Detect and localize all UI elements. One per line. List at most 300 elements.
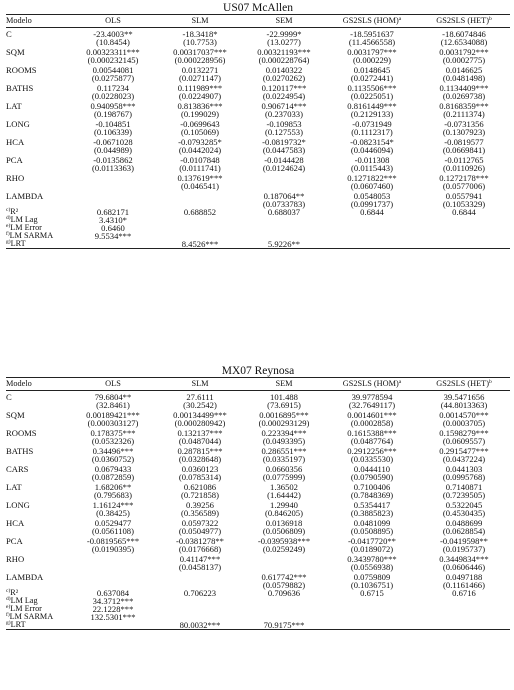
coefficient-cell: 0.00189421*** [86,410,140,420]
std-error-row [6,164,510,172]
coefficient-cell: 0.7100406 [353,482,391,492]
coefficient-cell: 1.36502 [270,482,298,492]
statistic-cell [158,216,242,224]
coefficient-cell: 39.5471656 [443,392,485,402]
statistic-cell [158,597,242,605]
statistic-note: d) [6,596,11,602]
coefficient-cell [158,571,242,581]
variable-name: ROOMS [6,428,37,438]
std-error-cell: (0.846205) [265,508,303,518]
std-error-cell: (0.0504977) [178,526,222,536]
std-error-cell: (0.0790590) [350,472,394,482]
coefficient-cell: 0.0360123 [181,464,219,474]
coefficient-cell: -0.0731949 [352,119,392,129]
coefficient-cell: -0.0699643 [180,119,220,129]
statistic-cell [418,232,510,240]
coefficient-row [6,517,510,527]
std-error-spacer [6,401,68,409]
coefficient-row [6,427,510,437]
coefficient-cell [158,190,242,200]
std-error-row [6,545,510,553]
std-error-cell: (0.0487044) [178,436,222,446]
column-header-label: OLS [105,379,121,388]
std-error-cell: (13.0277) [267,37,301,47]
statistic-cell: 0.6716 [452,588,476,598]
std-error-cell: (0.2111374) [443,109,485,119]
std-error-cell: (0.0446094) [350,145,394,155]
reynosa-panel [6,365,510,630]
coefficient-cell: -0.0135862 [93,155,133,165]
statistic-row [6,613,510,621]
coefficient-cell: 0.0660356 [265,464,303,474]
coefficient-cell: -0.0793285* [178,137,222,147]
std-error-cell: (0.0124624) [262,163,306,173]
std-error-cell: (0.0002775) [442,55,486,65]
column-header-label: SLM [191,379,209,388]
coefficient-cell: -0.109853 [266,119,302,129]
variable-name: CARS [6,464,29,474]
std-error-cell: (0.0195737) [442,544,486,554]
std-error-cell: (0.0872859) [91,472,135,482]
statistic-cell [418,240,510,249]
std-error-cell: (30.2542) [183,400,217,410]
std-error-spacer [6,473,68,481]
std-error-cell: (0.0189072) [350,544,394,554]
coefficient-cell: 0.00134499*** [173,410,227,420]
std-error-cell: (0.795683) [94,490,132,500]
column-header [418,15,510,28]
std-error-cell: (0.0447583) [262,145,306,155]
std-error-spacer [6,92,68,100]
coefficient-cell: 0.0014601*** [347,410,397,420]
column-header [242,15,326,28]
coefficient-row [6,46,510,56]
std-error-cell: (0.0577006) [442,181,486,191]
variable-name: LONG [6,500,30,510]
std-error-spacer [6,74,68,82]
header-row [6,378,510,391]
coefficient-row [6,553,510,563]
std-error-cell: (0.000303127) [87,418,139,428]
coefficient-cell: 0.0548053 [353,191,391,201]
std-error-spacer [6,182,68,190]
coefficient-cell: 0.287815*** [177,446,223,456]
std-error-cell: (0.0224907) [178,91,222,101]
std-error-cell: (0.0458137) [178,562,222,572]
statistic-cell [242,605,326,613]
std-error-cell: (73.6915) [267,400,301,410]
coefficient-cell: 0.137619*** [177,173,223,183]
std-error-row [6,56,510,64]
coefficient-cell: -0.104851 [95,119,131,129]
std-error-row [6,401,510,409]
coefficient-row [6,481,510,491]
std-error-spacer [6,38,68,46]
variable-name: LAMBDA [6,572,44,582]
column-header [242,378,326,391]
statistic-cell: 0.6715 [360,588,384,598]
statistic-cell: 5.9226** [242,240,326,249]
column-header-label: SEM [275,379,293,388]
coefficient-cell: -0.0107848 [180,155,220,165]
std-error-cell: (0.7239505) [442,490,486,500]
std-error-cell: (0.1112317) [351,127,393,137]
coefficient-cell: 0.0444110 [353,464,391,474]
std-error-cell: (0.0259249) [262,544,306,554]
coefficient-cell: 0.0132271 [181,65,219,75]
statistic-cell: 80.0032*** [158,621,242,630]
coefficient-cell: 0.5354417 [353,500,391,510]
coefficient-cell: 0.3439780*** [347,554,397,564]
std-error-row [6,563,510,571]
statistic-note: c) [6,207,11,213]
std-error-cell: (0.0733783) [262,199,306,209]
std-error-cell: (10.8454) [96,37,130,47]
coefficient-cell: 0.1135506*** [347,83,397,93]
std-error-cell: (0.38425) [96,508,130,518]
std-error-row [6,437,510,445]
std-error-cell [68,182,158,190]
coefficient-row [6,64,510,74]
column-header-label: SLM [191,16,209,25]
std-error-row [6,455,510,463]
std-error-spacer [6,110,68,118]
std-error-row [6,38,510,46]
std-error-cell: (0.3885823) [350,508,394,518]
std-error-cell: (0.0224954) [262,91,306,101]
statistic-row [6,232,510,240]
coefficient-cell: 0.940958*** [90,101,136,111]
std-error-cell: (0.0228023) [91,91,135,101]
std-error-cell: (32.7649117) [348,400,396,410]
statistic-cell [418,216,510,224]
std-error-spacer [6,563,68,571]
std-error-cell: (0.1036751) [350,580,394,590]
coefficient-cell: -18.5951637 [350,29,394,39]
variable-name: LAMBDA [6,191,44,201]
statistic-cell [326,232,418,240]
statistic-cell [418,613,510,621]
statistic-row [6,597,510,605]
statistic-label: LM SARMA [9,612,54,621]
coefficient-cell: -0.0819577 [444,137,484,147]
coefficient-row [6,391,510,402]
coefficient-cell [68,190,158,200]
coefficient-cell: -23.4003** [93,29,133,39]
coefficient-row [6,154,510,164]
statistic-label: R² [10,207,19,216]
std-error-cell: (0.0328648) [178,454,222,464]
coefficient-cell: -0.0731356 [444,119,484,129]
std-error-cell: (0.0775999) [262,472,306,482]
statistic-row [6,605,510,613]
std-error-cell [68,563,158,571]
coefficient-cell: 0.0031792*** [439,47,489,57]
variable-name: LONG [6,119,30,129]
variable-name: PCA [6,155,23,165]
coefficient-row [6,100,510,110]
coefficient-cell: -0.0823154* [350,137,394,147]
coefficient-cell: -0.0417720** [348,536,396,546]
statistic-cell: 22.1228*** [92,604,134,614]
coefficient-cell: 0.813836*** [177,101,223,111]
column-header [158,15,242,28]
std-error-cell: (32.8461) [96,400,130,410]
coefficient-cell: -18.6074846 [442,29,486,39]
coefficient-cell: 1.16124*** [92,500,134,510]
coefficient-cell: -0.0381278** [176,536,224,546]
statistic-cell: 0.6844 [360,207,384,217]
variable-name: SQM [6,410,25,420]
statistic-name [6,240,68,249]
std-error-cell: (0.0442024) [178,145,222,155]
coefficient-cell: 0.617742*** [261,572,307,582]
statistic-label: LRT [10,239,26,248]
statistic-note: f) [6,231,10,237]
statistic-cell: 0.637084 [96,588,130,598]
std-error-cell: (0.000280942) [174,418,226,428]
coefficient-cell: 0.0016895*** [259,410,309,420]
coefficient-cell: 0.117234 [97,83,129,93]
column-header-label: GS2SLS (HOM) [342,16,399,25]
variable-name: C [6,392,12,402]
statistic-cell [326,240,418,249]
std-error-cell: (0.000232145) [87,55,139,65]
std-error-cell: (0.1053329) [442,199,486,209]
coefficient-cell: 0.5322045 [445,500,483,510]
coefficient-cell: 0.0148645 [353,65,391,75]
std-error-spacer [6,527,68,535]
coefficient-cell: 0.8161449*** [347,101,397,111]
std-error-cell: (0.0995768) [442,472,486,482]
std-error-cell: (0.0002858) [350,418,394,428]
std-error-row [6,128,510,136]
std-error-cell: (0.0335530) [350,454,394,464]
statistic-cell [326,613,418,621]
coefficient-cell: 0.0481099 [353,518,391,528]
statistic-cell [326,224,418,232]
coefficient-cell: 0.120117*** [261,83,307,93]
coefficient-cell [68,553,158,563]
statistic-cell: 0.688852 [183,207,217,217]
statistic-row [6,216,510,224]
std-error-spacer [6,437,68,445]
coefficient-row [6,445,510,455]
column-header [158,378,242,391]
std-error-cell: (0.237033) [265,109,303,119]
std-error-cell: (0.0003705) [442,418,486,428]
coefficient-cell: 0.39256 [186,500,214,510]
std-error-cell: (0.046541) [181,181,219,191]
coefficient-cell: 0.0031797*** [347,47,397,57]
coefficient-cell: 0.41147*** [179,554,221,564]
coefficient-row [6,463,510,473]
std-error-spacer [6,164,68,172]
std-error-cell: (0.0111741) [179,163,221,173]
coefficient-cell: -18.3418* [182,29,218,39]
std-error-row [6,581,510,589]
coefficient-cell [68,172,158,182]
regression-table-mcallen [6,14,510,249]
std-error-cell: (0.0272441) [350,73,394,83]
std-error-cell: (0.0493395) [262,436,306,446]
coefficient-cell: 0.0136918 [265,518,303,528]
std-error-cell: (44.8013363) [440,400,488,410]
statistic-note: g) [6,620,11,626]
std-error-cell: (0.198767) [94,109,132,119]
coefficient-cell: 0.0759809 [353,572,391,582]
coefficient-cell: 0.2912256*** [347,446,397,456]
statistic-cell [242,224,326,232]
std-error-cell: (0.0275877) [91,73,135,83]
statistic-note: d) [6,215,11,221]
coefficient-row [6,28,510,39]
statistic-label: LM Error [10,223,42,232]
coefficient-cell: 1.29940 [270,500,298,510]
coefficient-cell: 0.111989*** [177,83,223,93]
std-error-spacer [6,455,68,463]
statistic-cell: 3.4310* [99,215,127,225]
statistic-label: LM Lag [10,596,38,605]
coefficient-row [6,571,510,581]
column-header-label: GS2SLS (HOM) [342,379,399,388]
variable-name: RHO [6,173,25,183]
std-error-cell: (0.1307923) [442,127,486,137]
coefficient-cell: -22.9999* [266,29,302,39]
coefficient-cell: 0.00323311*** [86,47,140,57]
std-error-cell: (0.0785314) [178,472,222,482]
std-error-cell: (0.4530435) [442,508,486,518]
statistic-note: c) [6,588,11,594]
std-error-cell: (0.721858) [181,490,219,500]
column-header [6,15,68,28]
coefficient-cell: 0.906714*** [261,101,307,111]
coefficient-cell: 0.1598279*** [439,428,489,438]
std-error-row [6,146,510,154]
std-error-cell: (0.0176668) [178,544,222,554]
coefficient-cell [242,172,326,182]
column-header-note: a [398,379,402,385]
coefficient-cell: 27.6111 [186,392,214,402]
column-header [68,15,158,28]
statistic-cell [326,216,418,224]
coefficient-cell: 0.187064** [263,191,305,201]
coefficient-cell: 0.00317037*** [173,47,227,57]
std-error-row [6,92,510,100]
coefficient-cell: 0.178375*** [90,428,136,438]
column-header [326,378,418,391]
std-error-cell: (0.0110926) [443,163,485,173]
statistic-cell [68,621,158,630]
coefficient-cell: -0.011308 [354,155,390,165]
variable-name: ROOMS [6,65,37,75]
std-error-cell: (0.000228956) [174,55,226,65]
coefficient-cell: 0.0557941 [445,191,483,201]
coefficient-row [6,136,510,146]
coefficient-cell: -0.0419598** [440,536,488,546]
mcallen-panel [6,2,510,249]
column-header [68,378,158,391]
statistic-cell [158,605,242,613]
statistic-cell: 70.9175*** [242,621,326,630]
statistic-cell: 34.3712*** [92,596,134,606]
column-header-label: GS2SLS (HET) [436,379,490,388]
coefficient-cell: -0.0819732* [262,137,306,147]
coefficient-cell: 0.0529477 [94,518,132,528]
variable-name: HCA [6,137,25,147]
coefficient-cell: 0.0497188 [445,572,483,582]
coefficient-cell: 0.34496*** [92,446,134,456]
std-error-cell: (0.0561108) [92,526,134,536]
coefficient-row [6,118,510,128]
variable-name: PCA [6,536,23,546]
statistic-label: LM Lag [10,215,38,224]
table-title: US07 McAllen [223,2,293,14]
statistic-row [6,208,510,216]
coefficient-row [6,409,510,419]
statistic-cell: 8.4526*** [158,240,242,249]
std-error-cell: (0.0269738) [442,91,486,101]
statistic-row [6,240,510,249]
std-error-row [6,110,510,118]
std-error-cell: (0.044989) [94,145,132,155]
coefficient-cell: -0.0144428 [264,155,304,165]
statistic-cell [158,224,242,232]
std-error-cell: (0.0113363) [92,163,134,173]
column-header [326,15,418,28]
statistic-cell: 0.706223 [183,588,217,598]
std-error-cell: (0.0225051) [350,91,394,101]
std-error-cell: (0.0556938) [350,562,394,572]
coefficient-cell: 0.0014570*** [439,410,489,420]
std-error-spacer [6,509,68,517]
std-error-spacer [6,545,68,553]
std-error-cell: (0.0991737) [350,199,394,209]
statistic-cell [418,621,510,630]
std-error-cell: (0.0437224) [442,454,486,464]
std-error-cell: (0.105069) [181,127,219,137]
std-error-cell: (0.0607460) [350,181,394,191]
statistic-cell: 0.6844 [452,207,476,217]
statistic-cell [418,597,510,605]
statistic-label: LM SARMA [9,231,54,240]
column-header-label: SEM [275,16,293,25]
coefficient-row [6,172,510,182]
statistic-note: g) [6,239,11,245]
std-error-row [6,74,510,82]
std-error-spacer [6,128,68,136]
statistic-label: R² [10,588,19,597]
coefficient-cell: 0.3449834*** [439,554,489,564]
statistic-row [6,224,510,232]
coefficient-cell: 0.1272178*** [439,173,489,183]
coefficient-cell: 0.00544081 [92,65,134,75]
std-error-cell: (0.0115443) [351,163,393,173]
std-error-cell: (0.0508895) [350,526,394,536]
statistic-cell [326,605,418,613]
table-title: MX07 Reynosa [221,365,295,377]
variable-name: C [6,29,12,39]
coefficient-cell: 0.0488699 [445,518,483,528]
coefficient-row [6,82,510,92]
std-error-cell: (0.0669841) [442,145,486,155]
std-error-row [6,527,510,535]
coefficient-cell: 0.0140322 [265,65,303,75]
variable-name: HCA [6,518,25,528]
statistic-cell [326,621,418,630]
statistic-cell: 0.682171 [96,207,130,217]
column-header-note: b [489,379,492,385]
